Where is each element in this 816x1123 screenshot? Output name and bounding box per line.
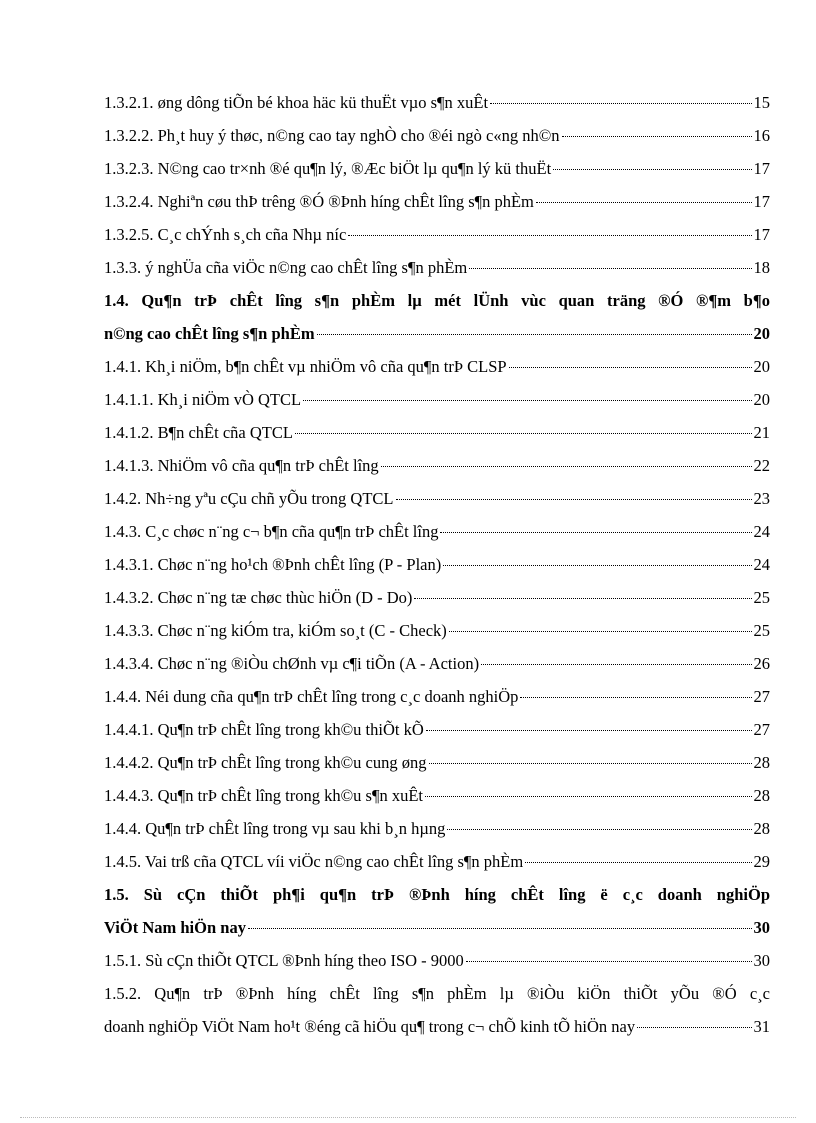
toc-entry-title: 1.3.2.5. C¸c chÝnh s¸ch cña Nhµ níc [104, 225, 347, 244]
toc-entry-page: 25 [753, 621, 770, 640]
dot-leader [440, 532, 751, 533]
toc-entry-title: 1.4.1.3. NhiÖm vô cña qu¶n trÞ chÊt lîng [104, 456, 379, 475]
toc-entry[interactable] [104, 944, 770, 977]
toc-entry-page: 21 [753, 423, 770, 442]
toc-entry-page: 15 [753, 93, 770, 112]
toc-entry-page: 24 [753, 522, 770, 541]
toc-section-heading[interactable] [104, 878, 770, 944]
toc-entry-page: 28 [753, 753, 770, 772]
toc-entry-title: 1.5.1. Sù cÇn thiÕt QTCL ®Þnh híng theo ISO - 9000 [104, 951, 464, 970]
dot-leader [466, 961, 752, 962]
toc-entry-page: 20 [753, 390, 770, 409]
toc-entry[interactable] [104, 350, 770, 383]
toc-entry-page: 18 [753, 258, 770, 277]
toc-entry[interactable] [104, 449, 770, 482]
toc-entry-title: 1.3.2.2. Ph¸t huy ý thøc, n©ng cao tay nghÒ cho ®éi ngò c«ng nh©n [104, 126, 560, 145]
toc-entry-page: 27 [753, 720, 770, 739]
toc-entry-title: 1.4.4.2. Qu¶n trÞ chÊt lîng trong kh©u cung øng [104, 753, 427, 772]
dot-leader [553, 169, 751, 170]
toc-entry-page: 17 [753, 225, 770, 244]
toc-entry[interactable] [104, 812, 770, 845]
dot-leader [637, 1027, 751, 1028]
toc-entry-title: 1.4.5. Vai trß cña QTCL víi viÖc n©ng cao chÊt lîng s¶n phÈm [104, 852, 524, 871]
dot-leader [396, 499, 752, 500]
toc-entry-title: 1.4.3.1. Chøc n¨ng ho¹ch ®Þnh chÊt lîng (P - Plan) [104, 555, 442, 574]
dot-leader [317, 334, 752, 335]
toc-entry-title-line2: doanh nghiÖp ViÖt Nam ho¹t ®éng cã hiÖu qu¶ trong c¬ chÕ kinh tÕ hiÖn nay [104, 1017, 636, 1036]
toc-entry[interactable] [104, 680, 770, 713]
toc-entry-title-line1: 1.4. Qu¶n trÞ chÊt lîng s¶n phÈm lµ mét lÜnh vùc quan träng ®Ó ®¶m b¶o [104, 291, 770, 310]
toc-entry-title: 1.4.4. Qu¶n trÞ chÊt lîng trong vµ sau khi b¸n hµng [104, 819, 446, 838]
toc-entry[interactable] [104, 482, 770, 515]
toc-entry[interactable] [104, 713, 770, 746]
dot-leader [425, 796, 752, 797]
dot-leader [449, 631, 752, 632]
toc-entry[interactable] [104, 977, 770, 1043]
dot-leader [562, 136, 752, 137]
toc-entry-page: 17 [753, 159, 770, 178]
toc-entry[interactable] [104, 218, 770, 251]
dot-leader [469, 268, 751, 269]
dot-leader [536, 202, 752, 203]
toc-section-heading[interactable] [104, 284, 770, 350]
toc-entry-title: 1.4.3. C¸c chøc n¨ng c¬ b¶n cña qu¶n trÞ chÊt lîng [104, 522, 439, 541]
dot-leader [295, 433, 752, 434]
toc-entry-title: 1.4.3.2. Chøc n¨ng tæ chøc thùc hiÖn (D - Do) [104, 588, 413, 607]
toc-entry[interactable] [104, 548, 770, 581]
toc-entry-title: 1.4.4.1. Qu¶n trÞ chÊt lîng trong kh©u thiÕt kÕ [104, 720, 424, 739]
dot-leader [248, 928, 752, 929]
toc-entry-title: 1.4.1.2. B¶n chÊt cña QTCL [104, 423, 293, 442]
toc-entry[interactable] [104, 845, 770, 878]
toc-entry-title: 1.4.3.4. Chøc n¨ng ®iÒu chØnh vµ c¶i tiÕn (A - Action) [104, 654, 480, 673]
toc-entry-page: 20 [753, 324, 770, 343]
toc-entry-page: 27 [753, 687, 770, 706]
toc-entry[interactable] [104, 416, 770, 449]
dot-leader [447, 829, 751, 830]
dot-leader [525, 862, 751, 863]
toc-entry-page: 24 [753, 555, 770, 574]
toc-entry[interactable] [104, 383, 770, 416]
toc-entry[interactable] [104, 119, 770, 152]
toc-entry-page: 22 [753, 456, 770, 475]
toc-entry-title: 1.3.2.3. N©ng cao tr×nh ®é qu¶n lý, ®Æc biÖt lµ qu¶n lý kü thuËt [104, 159, 552, 178]
toc-entry[interactable] [104, 251, 770, 284]
toc-entry[interactable] [104, 746, 770, 779]
toc-entry-title-line1: 1.5. Sù cÇn thiÕt ph¶i qu¶n trÞ ®Þnh híng chÊt lîng ë c¸c doanh nghiÖp [104, 885, 770, 904]
dot-leader [509, 367, 752, 368]
toc-entry-page: 28 [753, 819, 770, 838]
toc-entry[interactable] [104, 614, 770, 647]
table-of-contents [104, 86, 770, 1043]
toc-entry[interactable] [104, 515, 770, 548]
toc-entry-page: 25 [753, 588, 770, 607]
dot-leader [414, 598, 751, 599]
toc-entry-title: 1.4.1. Kh¸i niÖm, b¶n chÊt vµ nhiÖm vô cña qu¶n trÞ CLSP [104, 357, 507, 376]
toc-entry-title: 1.3.2.1. øng dông tiÕn bé khoa häc kü thuËt vµo s¶n xuÊt [104, 93, 489, 112]
toc-entry-title: 1.3.2.4. Nghiªn cøu thÞ trêng ®Ó ®Þnh híng chÊt lîng s¶n phÈm [104, 192, 534, 211]
dot-leader [426, 730, 752, 731]
toc-entry-page: 26 [753, 654, 770, 673]
toc-entry-page: 28 [753, 786, 770, 805]
toc-entry-title: 1.4.2. Nh÷ng yªu cÇu chñ yÕu trong QTCL [104, 489, 394, 508]
toc-entry-page: 31 [753, 1017, 770, 1036]
toc-entry-page: 16 [753, 126, 770, 145]
dot-leader [443, 565, 751, 566]
toc-entry[interactable] [104, 779, 770, 812]
toc-entry[interactable] [104, 185, 770, 218]
toc-entry-page: 17 [753, 192, 770, 211]
page-bottom-rule [20, 1117, 796, 1118]
toc-entry-page: 20 [753, 357, 770, 376]
dot-leader [381, 466, 752, 467]
toc-entry[interactable] [104, 152, 770, 185]
dot-leader [490, 103, 751, 104]
toc-entry-title: 1.3.3. ý nghÜa cña viÖc n©ng cao chÊt lîng s¶n phÈm [104, 258, 468, 277]
toc-entry-title: 1.4.4.3. Qu¶n trÞ chÊt lîng trong kh©u s¶n xuÊt [104, 786, 423, 805]
toc-entry-page: 30 [753, 918, 770, 937]
toc-entry-page: 29 [753, 852, 770, 871]
dot-leader [348, 235, 751, 236]
toc-entry-page: 30 [753, 951, 770, 970]
toc-entry[interactable] [104, 581, 770, 614]
toc-entry-title-line1: 1.5.2. Qu¶n trÞ ®Þnh híng chÊt lîng s¶n phÈm lµ ®iÒu kiÖn thiÕt yÕu ®Ó c¸c [104, 984, 770, 1003]
toc-entry-title-line2: n©ng cao chÊt lîng s¶n phÈm [104, 324, 315, 343]
toc-entry[interactable] [104, 86, 770, 119]
dot-leader [429, 763, 752, 764]
toc-entry-title: 1.4.3.3. Chøc n¨ng kiÓm tra, kiÓm so¸t (C - Check) [104, 621, 447, 640]
toc-entry-page: 23 [753, 489, 770, 508]
dot-leader [303, 400, 751, 401]
toc-entry[interactable] [104, 647, 770, 680]
toc-entry-title: 1.4.1.1. Kh¸i niÖm vÒ QTCL [104, 390, 302, 409]
dot-leader [481, 664, 751, 665]
toc-entry-title: 1.4.4. Néi dung cña qu¶n trÞ chÊt lîng trong c¸c doanh nghiÖp [104, 687, 519, 706]
dot-leader [520, 697, 751, 698]
toc-entry-title-line2: ViÖt Nam hiÖn nay [104, 918, 246, 937]
